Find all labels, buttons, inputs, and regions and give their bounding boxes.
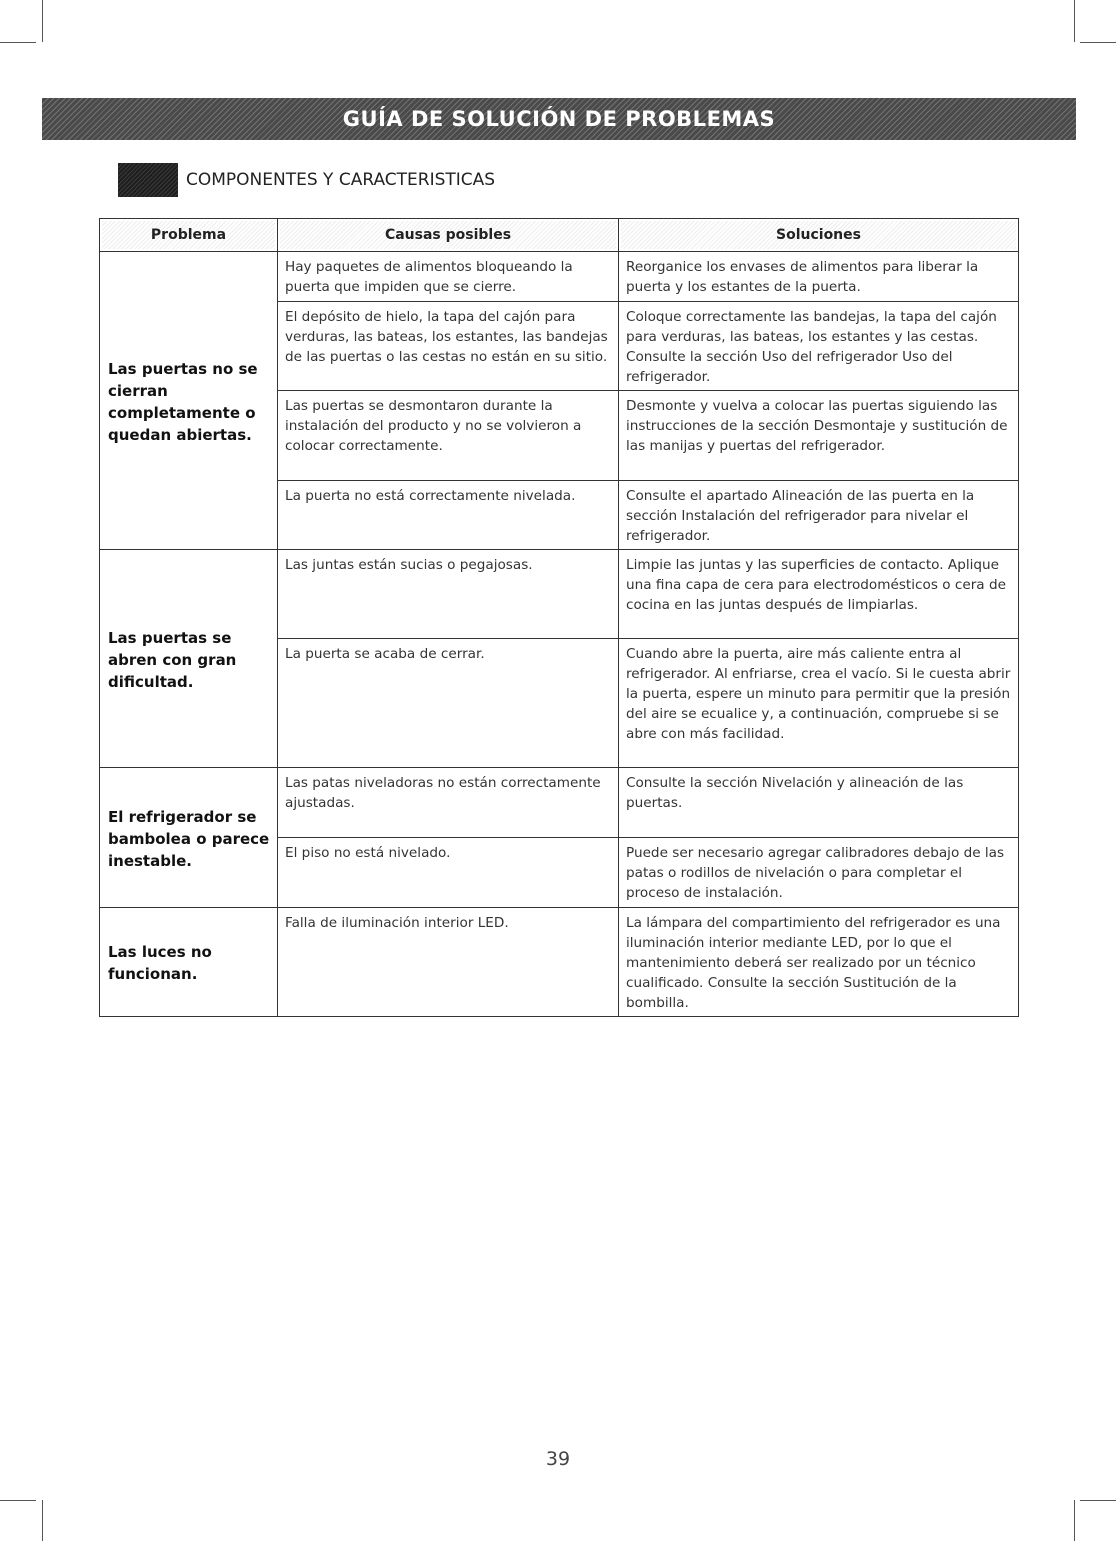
table-row xyxy=(100,252,1019,302)
solution-cell: Puede ser necesario agregar calibradores debajo de las patas o rodillos de nivelación o para completar el proceso de instalación. xyxy=(619,838,1019,908)
cause-cell: Las patas niveladoras no están correctamente ajustadas. xyxy=(278,768,619,838)
cause-cell: Falla de iluminación interior LED. xyxy=(278,908,619,1017)
problem-cell: Las puertas se abren con gran dificultad. xyxy=(100,550,278,768)
problem-cell: Las puertas no se cierran completamente o quedan abiertas. xyxy=(100,252,278,550)
crop-mark-bottom-right-v xyxy=(1074,1500,1075,1541)
title-banner xyxy=(42,98,1076,140)
solution-cell: Desmonte y vuelva a colocar las puertas siguiendo las instrucciones de la sección Desmontaje y sustitución de las manijas y puertas del refrigerador. xyxy=(619,391,1019,481)
crop-mark-top-left-h xyxy=(0,42,36,43)
cause-cell: La puerta se acaba de cerrar. xyxy=(278,639,619,768)
cause-cell: Las puertas se desmontaron durante la instalación del producto y no se volvieron a colocar correctamente. xyxy=(278,391,619,481)
troubleshooting-table xyxy=(99,218,1019,1017)
crop-mark-bottom-left-h xyxy=(0,1500,36,1501)
section-heading xyxy=(118,163,495,197)
solution-cell: Limpie las juntas y las superficies de contacto. Aplique una fina capa de cera para electrodomésticos o cera de cocina en las juntas después de limpiarlas. xyxy=(619,550,1019,639)
cause-cell: El piso no está nivelado. xyxy=(278,838,619,908)
table-row xyxy=(100,768,1019,838)
crop-mark-top-left-v xyxy=(42,0,43,42)
page-number: 39 xyxy=(545,1448,571,1470)
cause-cell: Las juntas están sucias o pegajosas. xyxy=(278,550,619,639)
solution-cell: Coloque correctamente las bandejas, la tapa del cajón para verduras, las bateas, los estantes y las cestas. Consulte la sección Uso del refrigerador Uso del refrigerador. xyxy=(619,302,1019,391)
crop-mark-bottom-right-h xyxy=(1080,1500,1116,1501)
solution-cell: La lámpara del compartimiento del refrigerador es una iluminación interior mediante LED, por lo que el mantenimiento deberá ser realizado por un técnico cualificado. Consulte la sección Sustitución de la bombilla. xyxy=(619,908,1019,1017)
cause-cell: El depósito de hielo, la tapa del cajón para verduras, las bateas, los estantes, las bandejas de las puertas o las cestas no están en su sitio. xyxy=(278,302,619,391)
header-solutions: Soluciones xyxy=(619,219,1019,252)
cause-cell: Hay paquetes de alimentos bloqueando la puerta que impiden que se cierre. xyxy=(278,252,619,302)
solution-cell: Consulte el apartado Alineación de las puerta en la sección Instalación del refrigerador para nivelar el refrigerador. xyxy=(619,481,1019,550)
header-problem: Problema xyxy=(100,219,278,252)
section-marker-block xyxy=(118,163,178,197)
cause-cell: La puerta no está correctamente nivelada. xyxy=(278,481,619,550)
table-row xyxy=(100,550,1019,639)
problem-cell: Las luces no funcionan. xyxy=(100,908,278,1017)
solution-cell: Consulte la sección Nivelación y alineación de las puertas. xyxy=(619,768,1019,838)
section-title: COMPONENTES Y CARACTERISTICAS xyxy=(186,170,496,190)
table-header-row xyxy=(100,219,1019,252)
crop-mark-top-right-h xyxy=(1080,42,1116,43)
crop-mark-bottom-left-v xyxy=(42,1500,43,1541)
crop-mark-top-right-v xyxy=(1074,0,1075,42)
table-row xyxy=(100,908,1019,1017)
solution-cell: Reorganice los envases de alimentos para liberar la puerta y los estantes de la puerta. xyxy=(619,252,1019,302)
problem-cell: El refrigerador se bambolea o parece inestable. xyxy=(100,768,278,908)
solution-cell: Cuando abre la puerta, aire más caliente entra al refrigerador. Al enfriarse, crea el vacío. Si le cuesta abrir la puerta, espere un minuto para permitir que la presión del aire se ecualice y, a continuación, compruebe si se abre con más facilidad. xyxy=(619,639,1019,768)
page-title: GUÍA DE SOLUCIÓN DE PROBLEMAS xyxy=(342,107,776,131)
header-causes: Causas posibles xyxy=(278,219,619,252)
